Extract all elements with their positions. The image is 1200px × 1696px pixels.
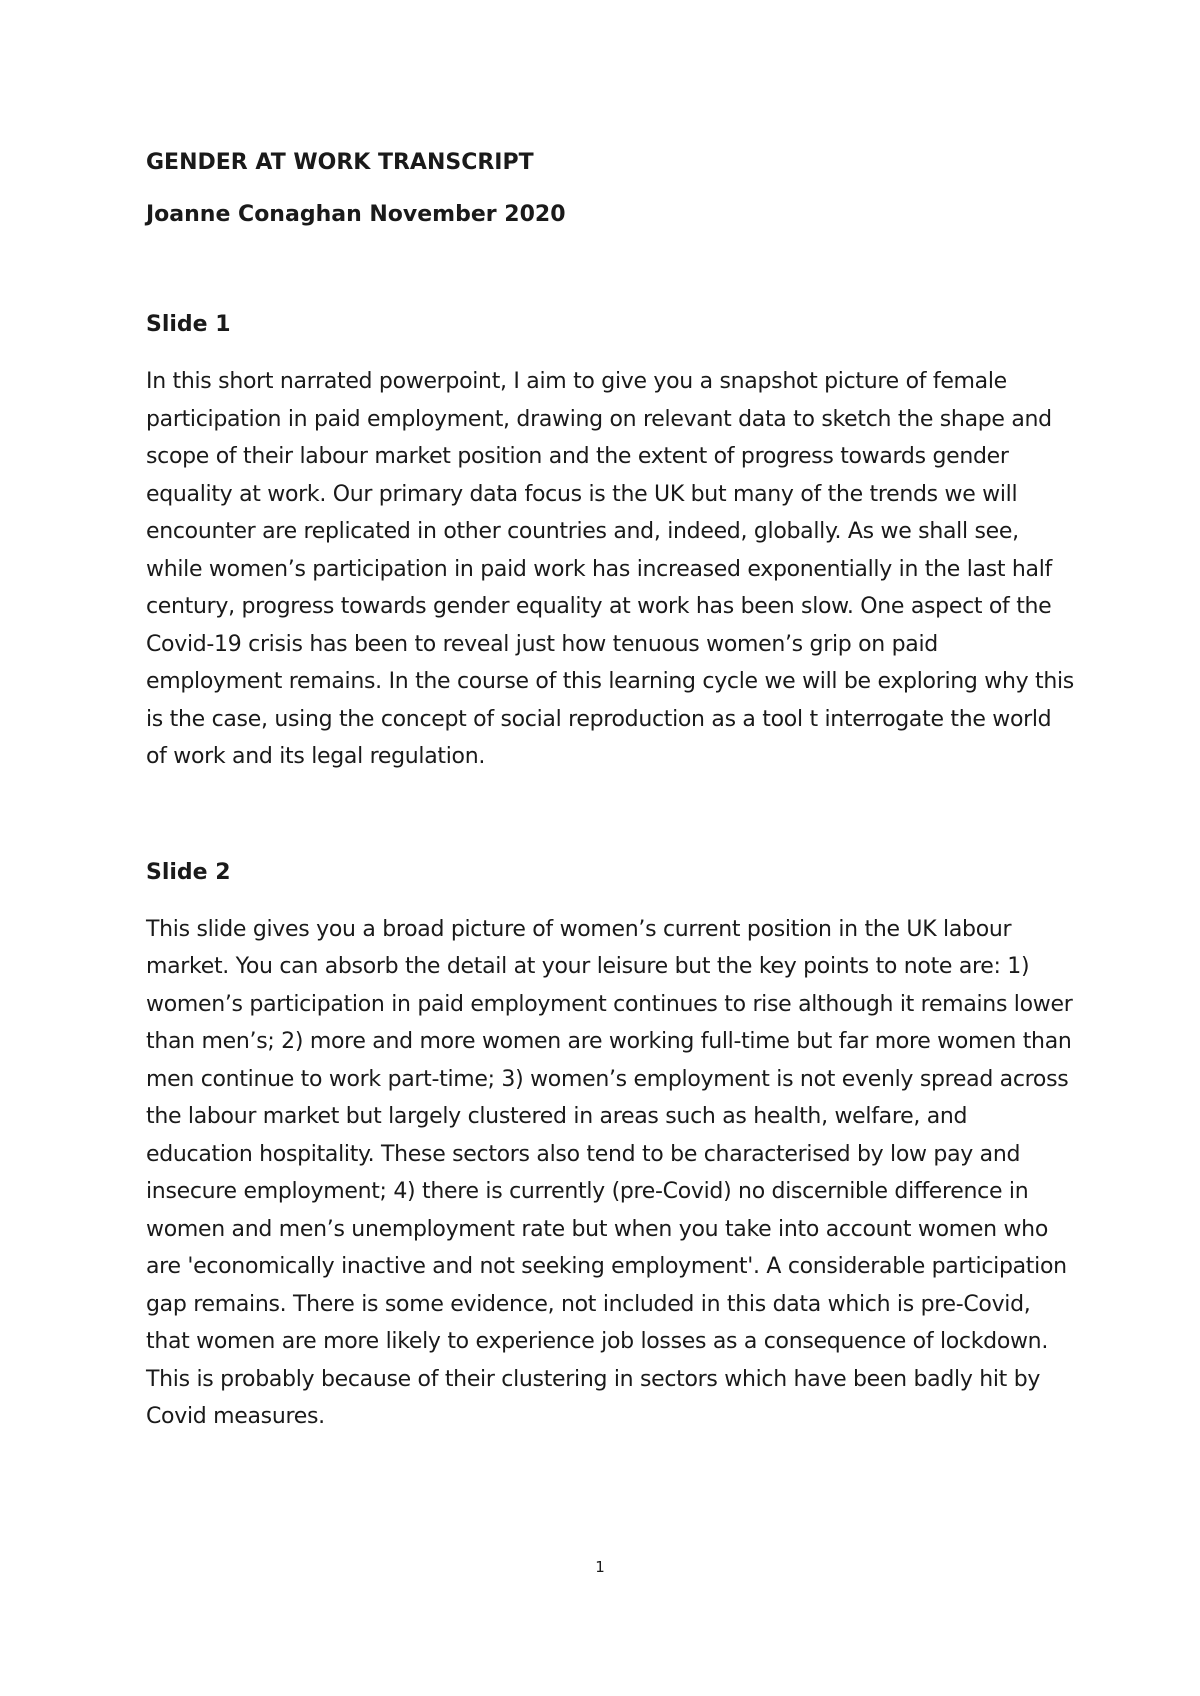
page-number: 1 xyxy=(595,1558,605,1576)
author-date-line: Joanne Conaghan November 2020 xyxy=(146,202,566,227)
document-content xyxy=(146,150,1076,1436)
slide-2-paragraph: This slide gives you a broad picture of women’s current position in the UK labour market. You can absorb the detail at your leisure but the key points to note are: 1) women’s participation in paid employment continues to rise although it remains lower than men’s; 2) more and more women are working full-time but far more women than men continue to work part-time; 3) women’s employment is not evenly spread across the labour market but largely clustered in areas such as health, welfare, and education hospitality. These sectors also tend to be characterised by low pay and insecure employment; 4) there is currently (pre-Covid) no discernible difference in women and men’s unemployment rate but when you take into account women who are 'economically inactive and not seeking employment'. A considerable participation gap remains. There is some evidence, not included in this data which is pre-Covid, that women are more likely to experience job losses as a consequence of lockdown. This is probably because of their clustering in sectors which have been badly hit by Covid measures. xyxy=(146,916,1073,1429)
slide-1-heading: Slide 1 xyxy=(146,312,231,337)
slide-1-paragraph: In this short narrated powerpoint, I aim to give you a snapshot picture of female participation in paid employment, drawing on relevant data to sketch the shape and scope of their labour market position and the extent of progress towards gender equality at work. Our primary data focus is the UK but many of the trends we will encounter are replicated in other countries and, indeed, globally. As we shall see, while women’s participation in paid work has increased exponentially in the last half century, progress towards gender equality at work has been slow. One aspect of the Covid-19 crisis has been to reveal just how tenuous women’s grip on paid employment remains. In the course of this learning cycle we will be exploring why this is the case, using the concept of social reproduction as a tool t interrogate the world of work and its legal regulation. xyxy=(146,369,1074,769)
document-title: GENDER AT WORK TRANSCRIPT xyxy=(146,150,534,175)
slide-2-heading: Slide 2 xyxy=(146,859,231,885)
